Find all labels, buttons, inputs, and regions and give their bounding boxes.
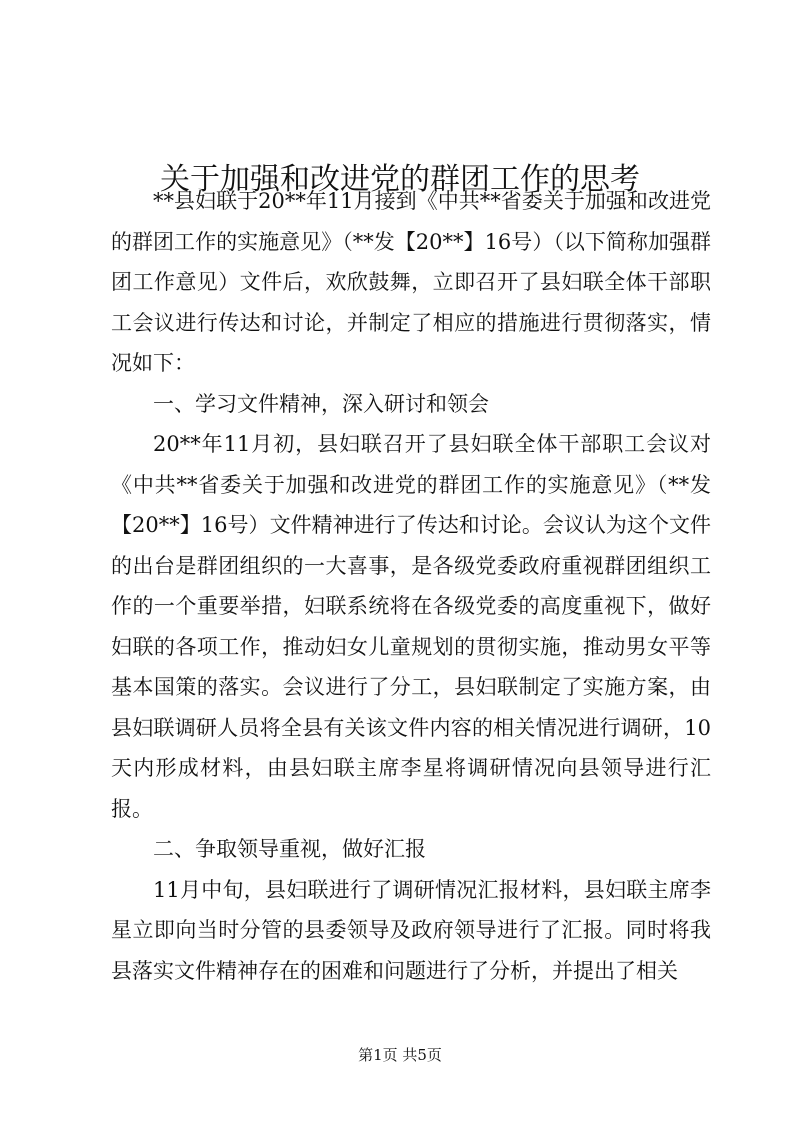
document-title: 关于加强和改进党的群团工作的思考 (160, 162, 640, 198)
paragraph-section-2: 11月中旬，县妇联进行了调研情况汇报材料，县妇联主席李星立即向当时分管的县委领导及政府领导进行了汇报。同时将我县落实文件精神存在的困难和问题进行了分析，并提出了相关 (111, 877, 711, 983)
document-body (111, 181, 711, 991)
section-heading-2: 二、争取领导重视，做好汇报 (153, 837, 426, 861)
section-heading-1: 一、学习文件精神，深入研讨和领会 (153, 391, 489, 416)
paragraph-intro: **县妇联于20**年11月接到《中共**省委关于加强和改进党的群团工作的实施意见》（**发【20**】16号）（以下简称加强群团工作意见）文件后，欢欣鼓舞，立即召开了县妇联全体干部职工会议进行传达和讨论，并制定了相应的措施进行贯彻落实，情况如下： (111, 189, 711, 375)
paragraph-section-1: 20**年11月初，县妇联召开了县妇联全体干部职工会议对《中共**省委关于加强和改进党的群团工作的实施意见》（**发【20**】16号）文件精神进行了传达和讨论。会议认为这个文件的出台是群团组织的一大喜事，是各级党委政府重视群团组织工作的一个重要举措，妇联系统将在各级党委的高度重视下，做好妇联的各项工作，推动妇女儿童规划的贯彻实施，推动男女平等基本国策的落实。会议进行了分工，县妇联制定了实施方案，由县妇联调研人员将全县有关该文件内容的相关情况进行调研，10天内形成材料，由县妇联主席李星将调研情况向县领导进行汇报。 (111, 432, 711, 821)
page-number-footer: 第1页 共5页 (358, 1046, 442, 1064)
